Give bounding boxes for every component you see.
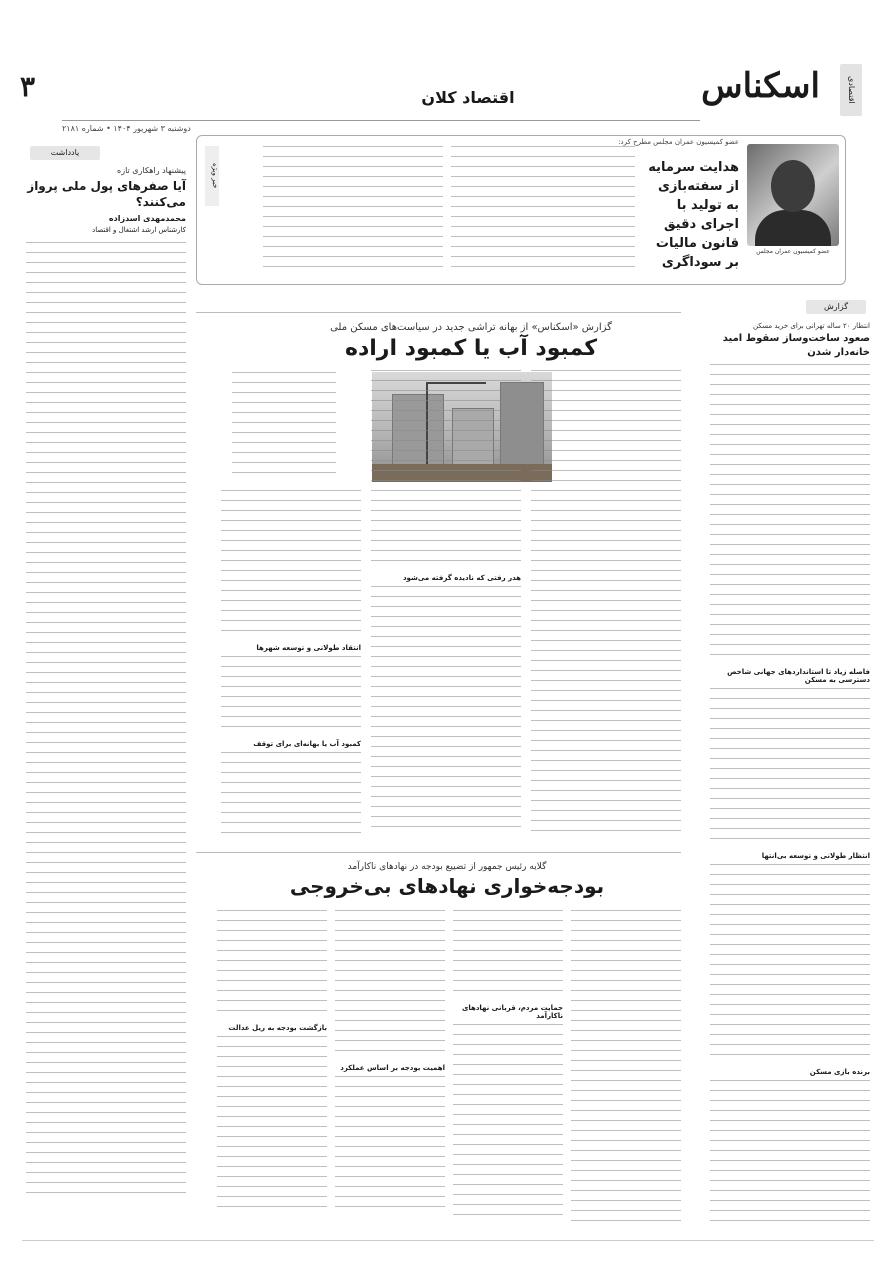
footer-divider: [22, 1240, 874, 1241]
report-subhead: فاصله زیاد تا استانداردهای جهانی شاخص دسترسی به مسکن: [727, 668, 870, 684]
bottom-story-divider: [196, 852, 681, 853]
bottom-story-column-3: [335, 910, 445, 1222]
main-story-divider: [196, 312, 681, 313]
photo-caption: عضو کمیسیون عمران مجلس: [756, 248, 830, 255]
report-subhead: انتظار طولانی و توسعه بی‌انتها: [761, 852, 870, 860]
bottom-story-column-1: [571, 910, 681, 1222]
top-story-box: [196, 135, 846, 285]
opinion-author: محمدمهدی اسدزاده: [108, 214, 186, 223]
bottom-story-kicker: گلایه رئیس جمهور از تضییع بودجه در نهادهای ناکارآمد: [347, 862, 547, 872]
opinion-kicker: پیشنهاد راهکاری تازه: [117, 166, 186, 175]
main-story-subhead: هدر رفتی که نادیده گرفته می‌شود: [402, 574, 521, 582]
newspaper-logo: اسکناس: [701, 66, 820, 106]
bottom-story-title: بودجه‌خواری نهادهای بی‌خروجی: [289, 874, 605, 898]
top-story-headline: هدایت سرمایه از سفته‌بازی به تولید با اجرای دقیق قانون مالیات بر سوداگری: [648, 160, 739, 270]
report-subhead: برنده بازی مسکن: [809, 1068, 870, 1076]
opinion-author-role: کارشناس ارشد اشتغال و اقتصاد: [92, 226, 186, 234]
main-story-kicker: گزارش «اسکناس» از بهانه تراشی جدید در سیاست‌های مسکن ملی: [330, 322, 612, 333]
main-story-column-3-top: [232, 372, 336, 482]
opinion-column: [22, 146, 190, 1216]
opinion-title: آیا صفرهای پول ملی پرواز می‌کنند؟: [27, 179, 186, 209]
bottom-story-subhead: حمایت مردم، قربانی نهادهای ناکارآمد: [461, 1004, 563, 1020]
header-divider: [62, 120, 700, 121]
bottom-story-column-2: [453, 910, 563, 1222]
main-story-column-1: [531, 370, 681, 840]
bottom-story-column-4: [217, 910, 327, 1222]
bottom-story-subhead: بازگشت بودجه به ریل عدالت: [228, 1024, 327, 1032]
top-story-tag: خبر ویژه: [205, 146, 219, 206]
bottom-story-subhead: اهمیت بودجه بر اساس عملکرد: [340, 1064, 445, 1072]
report-badge: گزارش: [806, 300, 866, 314]
photo-shoulders: [755, 210, 831, 246]
opinion-body: [26, 242, 186, 1202]
top-story-text-column-2: [263, 146, 443, 276]
interviewee-photo: [747, 144, 839, 246]
logo-tag: اقتصادی: [840, 64, 862, 116]
report-column: [706, 300, 874, 1240]
main-story-column-3: [221, 490, 361, 840]
main-story-subhead: کمبود آب یا بهانه‌ای برای توقف: [253, 740, 361, 748]
report-kicker: انتظار ۲۰ ساله تهرانی برای خرید مسکن: [752, 322, 870, 330]
section-title: اقتصاد کلان: [421, 88, 515, 107]
main-story-title: کمبود آب یا کمبود اراده: [344, 336, 598, 361]
page-header: [0, 58, 896, 133]
masthead: [701, 60, 870, 118]
issue-date: دوشنبه ۳ شهریور ۱۴۰۴ • شماره ۲۱۸۱: [62, 124, 191, 133]
opinion-badge: یادداشت: [30, 146, 100, 160]
top-story-kicker: عضو کمیسیون عمران مجلس مطرح کرد:: [618, 138, 739, 146]
main-story-column-2: [371, 370, 521, 840]
top-story-text-column-1: [451, 146, 635, 276]
report-body: [710, 364, 870, 1234]
report-title: صعود ساخت‌وساز سقوط امید خانه‌دار شدن: [722, 333, 870, 358]
photo-face: [771, 160, 815, 212]
main-story-subhead: انتقاد طولانی و توسعه شهرها: [256, 644, 361, 652]
page-number: ۳: [20, 70, 36, 103]
